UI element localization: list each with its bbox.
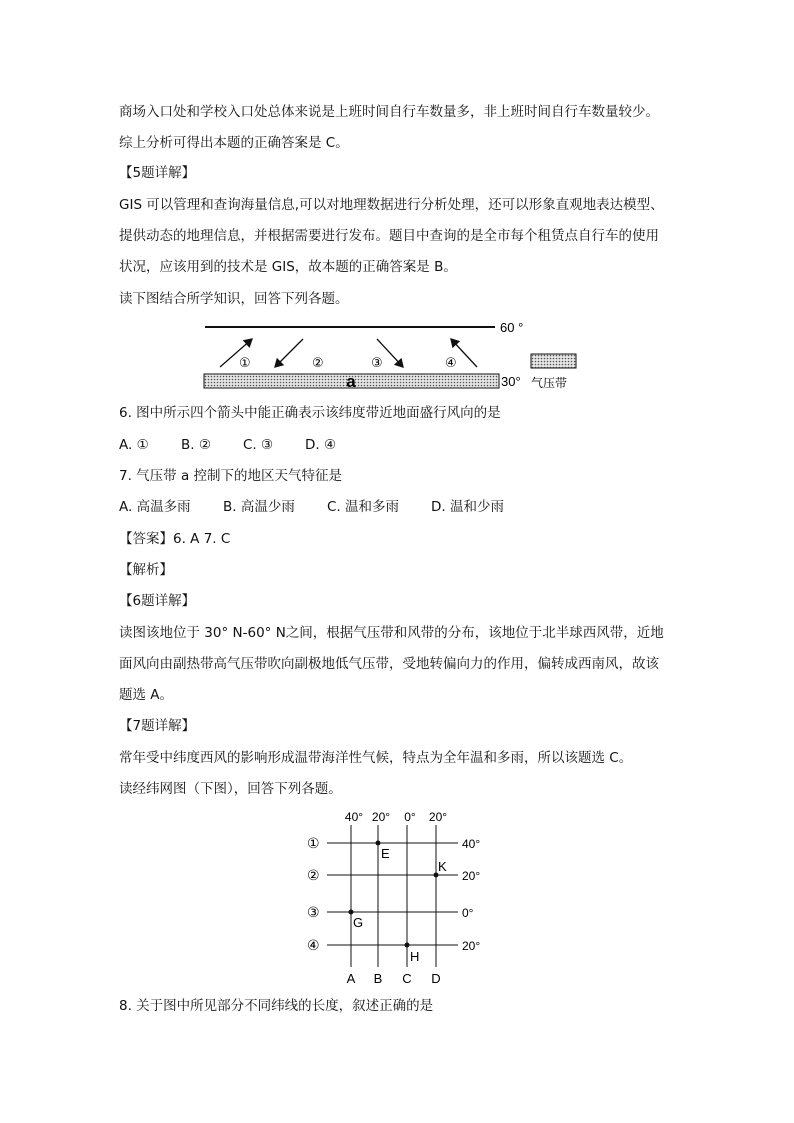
col-label-b: B — [373, 971, 383, 986]
analysis-heading: 【解析】 — [119, 562, 173, 578]
heading-q7-detail: 【7题详解】 — [119, 718, 196, 734]
answer-line: 【答案】6. A 7. C — [119, 531, 231, 547]
top-label-20-east: 20° — [428, 810, 448, 824]
col-label-a: A — [346, 971, 356, 986]
point-label-e: E — [381, 846, 390, 861]
belt-label-a: a — [346, 372, 356, 391]
q6-option-a: A. ① — [119, 437, 149, 453]
point-label-g: G — [353, 915, 364, 930]
arrow-label-2: ② — [312, 355, 324, 370]
top-label-40: 40° — [344, 810, 364, 824]
row-label-1: ① — [307, 835, 320, 851]
row-label-2: ② — [307, 867, 320, 883]
q7-option-d: D. 温和少雨 — [431, 499, 504, 515]
col-label-d: D — [431, 971, 441, 986]
question-7: 7. 气压带 a 控制下的地区天气特征是 — [119, 468, 343, 484]
q7-option-c: C. 温和多雨 — [327, 499, 400, 515]
paragraph-3: GIS 可以管理和查询海量信息,可以对地理数据进行分析处理，还可以形象直观地表达模型、 — [119, 197, 664, 213]
top-label-0: 0° — [404, 810, 416, 824]
question-7-options — [119, 498, 504, 516]
top-label-20-west: 20° — [371, 810, 391, 824]
point-g — [349, 910, 354, 915]
q7-detail: 常年受中纬度西风的影响形成温带海洋性气候，特点为全年温和多雨，所以该题选 C。 — [119, 750, 633, 766]
q6-option-b: B. ② — [181, 437, 211, 453]
arrow-2 — [275, 339, 303, 367]
question-6-options — [119, 436, 336, 454]
right-label-0: 0° — [462, 906, 474, 920]
q6-detail-line-1: 读图该地位于 30° N-60° N之间，根据气压带和风带的分布，该地位于北半球西风带，近地 — [119, 625, 664, 641]
arrow-label-3: ③ — [371, 355, 383, 370]
row-label-4: ④ — [307, 937, 320, 953]
paragraph-2: 综上分析可得出本题的正确答案是 C。 — [119, 135, 349, 151]
arrow-label-4: ④ — [445, 355, 457, 370]
graticule-figure — [300, 805, 500, 990]
point-label-h: H — [410, 949, 420, 964]
label-30: 30° — [501, 374, 521, 389]
wind-belt-figure — [195, 315, 595, 395]
heading-q5-detail: 【5题详解】 — [119, 165, 196, 181]
q6-option-d: D. ④ — [305, 437, 337, 453]
q7-option-a: A. 高温多雨 — [119, 499, 191, 515]
label-60: 60 ° — [500, 320, 524, 335]
right-label-20-south: 20° — [462, 939, 481, 953]
paragraph-5: 状况，应该用到的技术是 GIS，故本题的正确答案是 B。 — [119, 259, 457, 275]
point-h — [405, 943, 410, 948]
question-6: 6. 图中所示四个箭头中能正确表示该纬度带近地面盛行风向的是 — [119, 405, 501, 421]
question-8: 8. 关于图中所见部分不同纬线的长度，叙述正确的是 — [119, 998, 434, 1014]
right-label-20-north: 20° — [462, 869, 481, 883]
paragraph-4: 提供动态的地理信息，并根据需要进行发布。题目中查询的是全市每个租赁点自行车的使用 — [119, 228, 659, 244]
q6-detail-line-3: 题选 A。 — [119, 687, 174, 703]
legend-swatch — [531, 354, 576, 368]
heading-q6-detail: 【6题详解】 — [119, 593, 196, 609]
point-label-k: K — [438, 859, 447, 874]
q6-option-c: C. ③ — [243, 437, 274, 453]
intro-figure-2: 读经纬网图（下图），回答下列各题。 — [119, 781, 342, 797]
row-label-3: ③ — [307, 904, 320, 920]
point-e — [376, 841, 381, 846]
col-label-c: C — [402, 971, 412, 986]
arrow-label-1: ① — [239, 355, 251, 370]
legend-label: 气压带 — [531, 376, 568, 390]
intro-figure-1: 读下图结合所学知识，回答下列各题。 — [119, 291, 349, 307]
paragraph-1: 商场入口处和学校入口处总体来说是上班时间自行车数量多，非上班时间自行车数量较少。 — [119, 104, 659, 120]
right-label-40: 40° — [462, 837, 481, 851]
q7-option-b: B. 高温少雨 — [223, 499, 295, 515]
q6-detail-line-2: 面风向由副热带高气压带吹向副极地低气压带，受地转偏向力的作用，偏转成西南风，故该 — [119, 656, 659, 672]
